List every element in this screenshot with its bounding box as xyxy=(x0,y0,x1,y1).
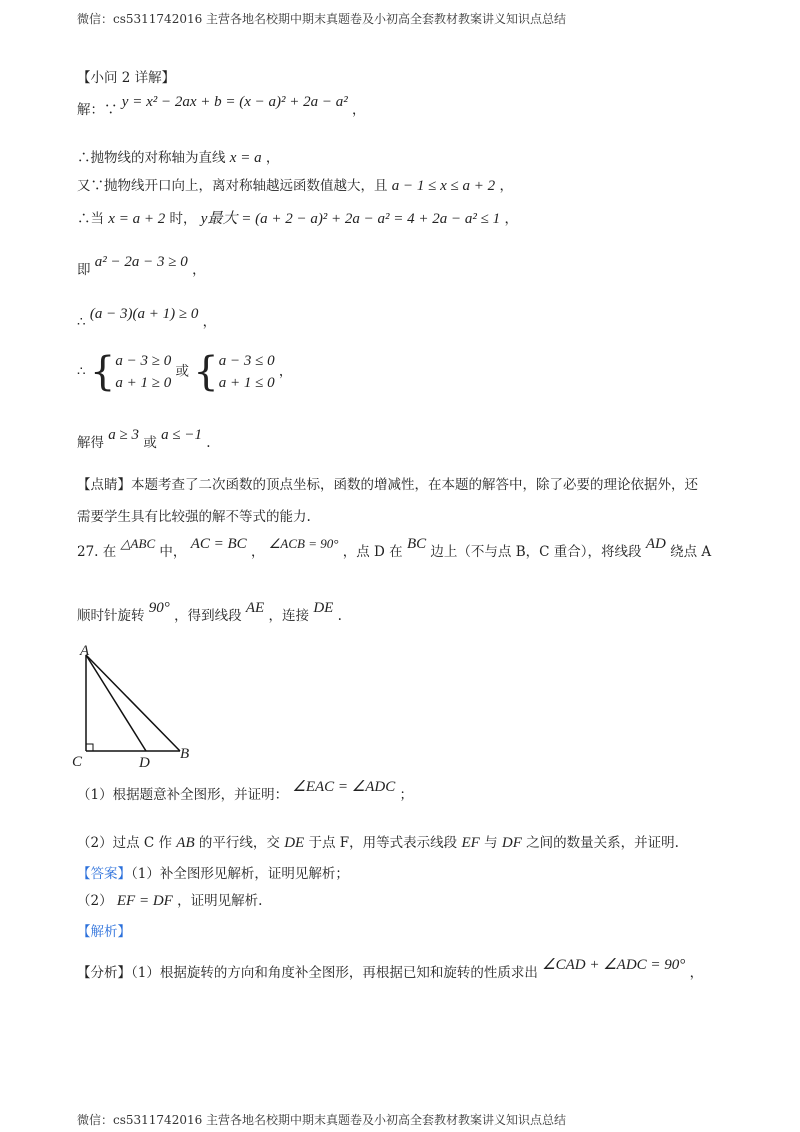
q2-line-2-pre: ∴抛物线的对称轴为直线 xyxy=(77,150,230,166)
q27-part-2-m2: DE xyxy=(284,835,305,851)
q2-system-2-row-1: a − 3 ≤ 0 xyxy=(218,353,275,369)
label-c: C xyxy=(72,754,83,770)
q2-line-4-mid: 时， xyxy=(165,211,201,227)
q27-stem-1-m1: △ABC xyxy=(120,536,156,551)
q2-line-2 xyxy=(77,146,279,167)
q27-stem-2-m1: 90° xyxy=(148,600,170,616)
q2-line-5-post: ， xyxy=(187,262,206,278)
q27-stem-1-a: 27. 在 xyxy=(77,544,121,560)
q2-line-3-post: ， xyxy=(495,178,513,194)
q2-system-2 xyxy=(193,350,274,394)
q27-part-2-d: 与 xyxy=(479,835,502,851)
q27-stem-1-d: ，点 D 在 xyxy=(338,544,407,560)
label-b: B xyxy=(180,746,190,762)
q27-stem-1-m5: AD xyxy=(645,536,666,552)
answer-2-math: EF = DF xyxy=(116,893,173,909)
answer-1-text: （1）补全图形见解析，证明见解析； xyxy=(131,866,349,882)
segment-ad xyxy=(86,655,146,751)
q2-line-6-pre: ∴ xyxy=(77,314,90,330)
label-a: A xyxy=(80,643,90,659)
fenxi-a: 【分析】（1）根据旋转的方向和角度补全图形，再根据已知和旋转的性质求出 xyxy=(77,965,543,981)
label-d: D xyxy=(139,755,150,771)
q27-part-1-b: ； xyxy=(395,787,414,803)
q2-line-8-math-1: a ≥ 3 xyxy=(108,427,140,443)
q27-stem-2 xyxy=(77,600,342,625)
fenxi-b: ， xyxy=(685,965,704,981)
q2-line-4-math-2: y最大 = (a + 2 − a)² + 2a − a² = 4 + 2a − a² ≤ 1 xyxy=(200,211,501,227)
q2-line-3-pre: 又∵抛物线开口向上，离对称轴越远函数值越大，且 xyxy=(77,178,392,194)
q2-line-6-post: ， xyxy=(198,314,217,330)
left-brace-icon: { xyxy=(193,349,219,395)
q2-line-5 xyxy=(77,254,206,279)
q27-answer-2 xyxy=(77,889,262,910)
q2-comment-2: 需要学生具有比较强的解不等式的能力. xyxy=(77,509,311,525)
q27-stem-1-b: 中， xyxy=(155,544,191,560)
q2-line-7-or: 或 xyxy=(171,363,194,380)
fenxi-math: ∠CAD + ∠ADC = 90° xyxy=(542,957,686,973)
q27-part-1 xyxy=(77,779,414,804)
answer-tag: 【答案】 xyxy=(77,866,131,882)
triangle-figure xyxy=(66,640,206,772)
q27-stem-1-m2: AC = BC xyxy=(190,536,247,552)
q27-stem-2-a: 顺时针旋转 xyxy=(77,608,149,624)
q2-line-8-math-2: a ≤ −1 xyxy=(161,427,202,443)
q2-line-6-math: (a − 3)(a + 1) ≥ 0 xyxy=(89,306,199,322)
q2-line-2-post: ， xyxy=(261,150,280,166)
q27-part-2-c: 于点 F，用等式表示线段 xyxy=(304,835,462,851)
q27-part-2-m3: EF xyxy=(461,835,480,851)
q27-part-2-m1: AB xyxy=(176,835,195,851)
q27-stem-2-m2: AE xyxy=(245,600,265,616)
q27-part-2-a: （2）过点 C 作 xyxy=(77,835,177,851)
q2-line-1-post: ， xyxy=(347,102,366,118)
q2-line-4-math-1: x = a + 2 xyxy=(108,211,166,227)
q2-line-1-math: y = x² − 2ax + b = (x − a)² + 2a − a² xyxy=(121,94,348,110)
q2-line-5-pre: 即 xyxy=(77,262,95,278)
q27-part-2 xyxy=(77,831,679,852)
q2-system-2-row-2: a + 1 ≤ 0 xyxy=(218,375,275,391)
q27-stem-1-m4: BC xyxy=(406,536,427,552)
q27-stem-2-b: ，得到线段 xyxy=(169,608,246,624)
q2-line-1-pre: 解：∵ xyxy=(77,102,122,118)
q27-stem-2-c: ，连接 xyxy=(264,608,314,624)
q2-line-1 xyxy=(77,94,366,119)
q27-stem-1 xyxy=(77,536,712,561)
q27-stem-1-c: ， xyxy=(246,544,269,560)
q2-line-8-or: 或 xyxy=(139,435,162,451)
q27-part-2-b: 的平行线，交 xyxy=(194,835,285,851)
q2-line-3 xyxy=(77,174,513,195)
q2-line-5-math: a² − 2a − 3 ≥ 0 xyxy=(94,254,188,270)
q2-line-7-pre: ∴ xyxy=(77,363,90,380)
q2-line-4 xyxy=(77,207,518,228)
answer-2-a: （2） xyxy=(77,893,117,909)
q2-system-1-row-1: a − 3 ≥ 0 xyxy=(115,353,172,369)
q2-line-3-math: a − 1 ≤ x ≤ a + 2 xyxy=(391,178,496,194)
q2-system-1-row-2: a + 1 ≥ 0 xyxy=(115,375,172,391)
q27-stem-1-f: 绕点 A xyxy=(665,544,712,560)
q2-line-8-post: . xyxy=(201,435,211,451)
q27-stem-2-m3: DE xyxy=(313,600,334,616)
q27-part-1-math: ∠EAC = ∠ADC xyxy=(292,779,396,795)
q2-line-7 xyxy=(77,350,292,394)
q2-comment-1: 【点睛】本题考查了二次函数的顶点坐标，函数的增减性，在本题的解答中，除了必要的理论依据外，还 xyxy=(77,477,698,493)
left-brace-icon: { xyxy=(89,349,116,395)
q27-answer-1 xyxy=(77,862,349,882)
q2-line-8 xyxy=(77,427,211,452)
q2-line-7-post: ， xyxy=(274,363,293,380)
right-angle-mark xyxy=(86,744,93,751)
q27-stem-1-m3: ∠ACB = 90° xyxy=(268,536,339,551)
q2-line-4-pre: ∴当 xyxy=(77,211,109,227)
q2-line-4-post: ， xyxy=(500,211,518,227)
q27-part-2-e: 之间的数量关系，并证明. xyxy=(521,835,679,851)
answer-2-b: ，证明见解析. xyxy=(172,893,263,909)
q27-part-1-a: （1）根据题意补全图形，并证明： xyxy=(77,787,293,803)
q2-line-6 xyxy=(77,306,217,331)
q2-line-2-math: x = a xyxy=(229,150,262,166)
q27-stem-1-e: 边上（不与点 B，C 重合），将线段 xyxy=(426,544,646,560)
q27-fenxi xyxy=(77,957,704,982)
q27-stem-2-d: . xyxy=(333,608,342,624)
page-header: 微信：cs5311742016 主营各地名校期中期末真题卷及小初高全套教材教案讲义知识点总结 xyxy=(77,12,567,26)
q2-system-1 xyxy=(90,350,171,394)
q2-title: 【小问 2 详解】 xyxy=(77,70,176,86)
q27-part-2-m4: DF xyxy=(501,835,522,851)
page-footer: 微信：cs5311742016 主营各地名校期中期末真题卷及小初高全套教材教案讲义知识点总结 xyxy=(77,1113,567,1127)
analysis-tag: 【解析】 xyxy=(77,924,131,940)
segment-ab xyxy=(86,655,180,751)
q2-line-8-pre: 解得 xyxy=(77,435,109,451)
